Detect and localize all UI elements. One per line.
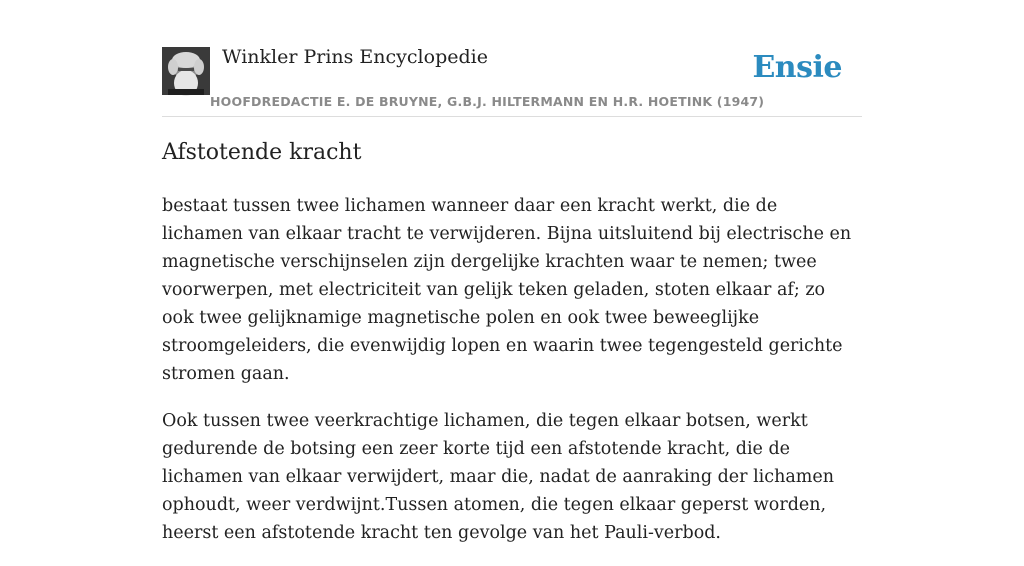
site-title[interactable]: Winkler Prins Encyclopedie [222, 46, 488, 68]
content-column [162, 0, 862, 543]
article-title: Afstotende kracht [162, 140, 362, 165]
paragraph: bestaat tussen twee lichamen wanneer daar een kracht werkt, die de lichamen van elkaar tracht te verwijderen. Bijna uitsluitend bij electrische en magnetische verschijnselen zijn dergelijke krachten waar te nemen; twee voorwerpen, met electriciteit van gelijk teken geladen, stoten elkaar af; zo ook twee gelijknamige magnetische polen en ook twee beweeglijke stroomgeleiders, die evenwijdig lopen en waarin twee tegengesteld gerichte stromen gaan. [162, 196, 852, 384]
article-body [162, 192, 862, 566]
site-header [162, 0, 862, 117]
editor-avatar [162, 47, 210, 95]
editors-line: HOOFDREDACTIE E. DE BRUYNE, G.B.J. HILTERMANN EN H.R. HOETINK (1947) [210, 94, 765, 109]
brand-logo[interactable]: Ensie [752, 50, 842, 85]
paragraph: Ook tussen twee veerkrachtige lichamen, die tegen elkaar botsen, werkt gedurende de botsing een zeer korte tijd een afstotende kracht, die de lichamen van elkaar verwijdert, maar die, nadat de aanraking der lichamen ophoudt, weer verdwijnt.Tussen atomen, die tegen elkaar geperst worden, heerst een afstotende kracht ten gevolge van het Pauli-verbod. [162, 411, 834, 543]
